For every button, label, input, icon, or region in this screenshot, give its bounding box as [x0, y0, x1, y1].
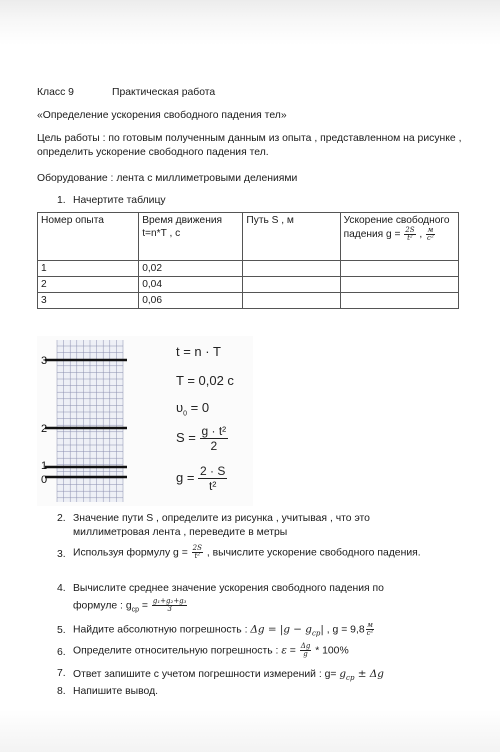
table-header-cell: Путь S , м [243, 213, 340, 261]
g-numerator: 2 · S [200, 464, 226, 478]
s-fraction [200, 424, 229, 453]
step-4-eq: = [139, 600, 151, 612]
formula-period: T = 0,02 с [176, 373, 234, 388]
step-4-formula [73, 598, 188, 617]
step-1-text: Начертите таблицу [73, 195, 166, 206]
table-cell [340, 261, 458, 277]
step-3-text-b: , вычислите ускорение свободного падения. [206, 547, 421, 559]
step-8-number: 8. [57, 686, 66, 697]
unit-numerator: м [367, 621, 373, 629]
table-cell [340, 293, 458, 309]
step-4-label: формуле : g [73, 600, 132, 612]
goal-text: Цель работы : по готовым полученным данным из опыта , представленном на рисунке , определить ускорение свободного падения тел. [37, 133, 462, 158]
table-header-cell: Номер опыта [38, 213, 139, 261]
equipment-text: Оборудование : лента с миллиметровыми делениями [37, 173, 298, 184]
fraction-denominator: t² [194, 552, 201, 560]
formula-v0 [176, 400, 209, 422]
fraction-numerator: Δg [300, 642, 311, 650]
fraction-numerator: 2S [192, 544, 202, 552]
millimeter-tape [37, 336, 137, 506]
g-denominator: t² [209, 479, 217, 493]
table-row [38, 261, 459, 277]
table-cell: 1 [38, 261, 139, 277]
step-5-text [73, 622, 375, 640]
step-3-number: 3. [57, 549, 66, 560]
step-3-text [73, 545, 421, 560]
tape-label-0: 0 [41, 474, 48, 486]
g-fraction [198, 464, 227, 493]
tape-label-1: 1 [41, 460, 48, 472]
fraction-numerator: g₁+g₂+g₃ [152, 597, 187, 605]
table-cell: 3 [38, 293, 139, 309]
step-6-fraction [300, 643, 312, 658]
unit-denominator: c² [366, 629, 374, 637]
table-cell: 0,04 [139, 277, 243, 293]
table-cell: 2 [38, 277, 139, 293]
class-label: Класс 9 [37, 87, 74, 98]
data-table [37, 212, 459, 309]
step-8-text: Напишите вывод. [73, 686, 159, 697]
step-7-sub: ср [346, 674, 355, 683]
unit-fraction [426, 227, 435, 242]
table-header-label: Ускорение свободного падения g = [343, 215, 450, 241]
step-6-number: 6. [57, 647, 66, 658]
formula-g [176, 464, 227, 493]
table-row [38, 293, 459, 309]
step-2-number: 2. [57, 513, 66, 524]
step-7-number: 7. [57, 668, 66, 679]
g-lhs: g = [176, 469, 199, 485]
s-numerator: g · t² [201, 424, 227, 438]
step-6-text [73, 643, 349, 658]
step-7-formula: g [339, 668, 347, 680]
step-5-unit [366, 622, 375, 637]
unit-numerator: м [427, 226, 434, 234]
step-4-sub: ср [131, 606, 140, 614]
fraction-denominator: 3 [167, 605, 172, 613]
step-6-formula: ε [281, 644, 287, 657]
step-5-sub: ср [311, 629, 321, 638]
table-header-cell-acceleration: Ускорение свободного падения g = $\frac{2S}{\text{t²}}$ , $\frac{м}{\text{c²}}$ [340, 213, 458, 261]
step-5-formula-end: | [320, 623, 324, 636]
step-7-text [73, 667, 384, 685]
step-5-g-value: , g = 9,8 [323, 624, 365, 636]
table-header-row [38, 213, 459, 261]
step-5-label: Найдите абсолютную погрешность : [73, 624, 251, 636]
s-denominator: 2 [210, 439, 218, 453]
table-row [38, 277, 459, 293]
step-2-text: Значение пути S , определите из рисунка , учитывая , что это миллиметровая лента , переведите в метры [73, 513, 370, 538]
step-7-formula-end: ± Δg [354, 668, 384, 680]
step-5-formula: Δg = |g − g [250, 623, 312, 636]
experiment-figure [37, 336, 253, 506]
table-cell [243, 277, 340, 293]
fraction-numerator: 2S [405, 226, 415, 234]
formula-s [176, 424, 228, 453]
tape-label-3: 3 [41, 355, 48, 367]
g-formula-fraction [404, 227, 415, 242]
table-cell [243, 261, 340, 277]
step-4-text: Вычислите среднее значение ускорения свободного падения по [73, 583, 384, 594]
v0-symbol: υ [176, 400, 184, 415]
step-4-fraction [152, 598, 188, 613]
work-title: «Определение ускорения свободного падения тел» [37, 110, 287, 121]
step-5-number: 5. [57, 625, 66, 636]
table-cell [340, 277, 458, 293]
step-6-percent: * 100% [312, 645, 349, 657]
step-1-number: 1. [57, 195, 66, 206]
step-6-eq: = [286, 645, 299, 657]
formula-t: t = n · T [176, 344, 221, 359]
step-4-number: 4. [57, 583, 66, 594]
step-3-fraction [192, 545, 203, 560]
v0-value: = 0 [187, 400, 210, 415]
step-6-label: Определите относительную погрешность : [73, 645, 282, 657]
step-7-label: Ответ запишите с учетом погрешности измерений : g= [73, 669, 340, 680]
table-cell: 0,02 [139, 261, 243, 277]
table-cell [243, 293, 340, 309]
step-3-text-a: Используя формулу g = [73, 547, 188, 559]
unit-denominator: c² [427, 234, 434, 242]
v0-subscript: 0 [183, 410, 188, 418]
fraction-denominator: t² [407, 234, 413, 242]
work-type: Практическая работа [112, 87, 216, 98]
fraction-denominator: g [303, 650, 308, 658]
table-header-cell: Время движения t=n*T , c [139, 213, 243, 261]
s-lhs: S = [176, 429, 200, 445]
tape-label-2: 2 [41, 423, 48, 435]
table-cell: 0,06 [139, 293, 243, 309]
